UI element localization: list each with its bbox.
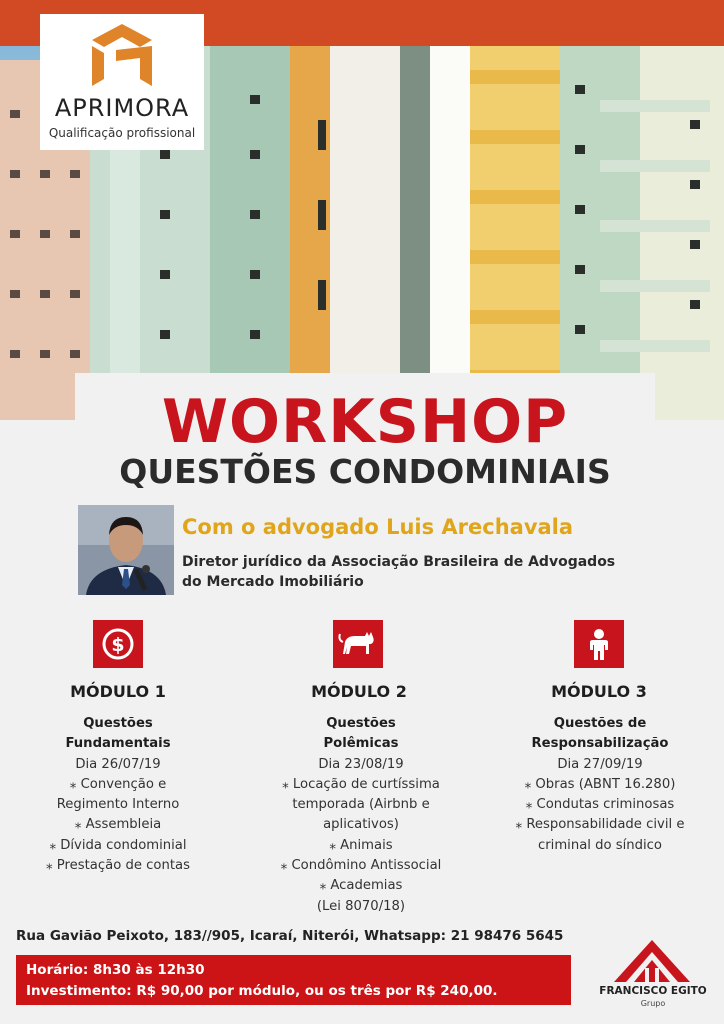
brand-tagline: Qualificação profissional	[48, 126, 196, 140]
module-heading: Questões	[83, 716, 153, 731]
module-2-title: MÓDULO 2	[311, 682, 407, 701]
module-date: Dia 27/09/19	[557, 756, 643, 772]
module-date: Dia 26/07/19	[75, 756, 161, 772]
module-item: ⁎ Prestação de contas	[46, 858, 190, 874]
event-subtitle: QUESTÕES CONDOMINIAIS	[119, 452, 611, 491]
schedule-text: Horário: 8h30 às 12h30	[26, 962, 205, 978]
module-2-content	[255, 714, 467, 917]
address-text: Rua Gavião Peixoto, 183//905, Icaraí, Niterói, Whatsapp: 21 98476 5645	[16, 928, 564, 944]
module-1-content	[20, 714, 216, 876]
module-item: ⁎ Animais	[329, 837, 393, 853]
module-item: ⁎ Convenção e	[69, 776, 167, 792]
module-3-content	[498, 714, 702, 856]
speaker-role-line: Diretor jurídico da Associação Brasileira de Advogados	[182, 554, 616, 570]
speaker-photo	[78, 505, 174, 595]
module-item: Regimento Interno	[56, 797, 180, 813]
module-date: Dia 23/08/19	[318, 756, 404, 772]
module-item: ⁎ Condômino Antissocial	[280, 858, 442, 874]
module-item: aplicativos)	[323, 817, 399, 833]
speaker-role-line: do Mercado Imobiliário	[182, 574, 364, 590]
module-item: temporada (Airbnb e	[292, 797, 430, 813]
partner-name: FRANCISCO EGITO	[599, 985, 707, 997]
partner-sub: Grupo	[640, 999, 666, 1008]
module-3-title: MÓDULO 3	[551, 682, 647, 701]
module-heading: Polêmicas	[323, 736, 399, 752]
price-text: Investimento: R$ 90,00 por módulo, ou os três por R$ 240,00.	[26, 983, 498, 999]
aprimora-logo	[40, 14, 204, 150]
module-item: ⁎ Academias	[319, 878, 403, 894]
module-item: ⁎ Assembleia	[74, 817, 162, 833]
module-item: ⁎ Obras (ABNT 16.280)	[524, 776, 676, 792]
person-icon	[574, 620, 624, 668]
module-item: criminal do síndico	[537, 837, 663, 853]
speaker-name: Com o advogado Luis Arechavala	[182, 515, 574, 539]
module-heading: Questões de	[553, 716, 647, 731]
module-item: ⁎ Locação de curtíssima	[282, 776, 440, 792]
module-item: ⁎ Responsabilidade civil e	[515, 817, 685, 833]
module-heading: Responsabilização	[531, 736, 669, 752]
event-title: WORKSHOP	[161, 387, 569, 457]
aprimora-mark-icon	[92, 24, 152, 86]
module-1-title: MÓDULO 1	[70, 682, 166, 701]
svg-text:$: $	[111, 634, 125, 656]
module-item: (Lei 8070/18)	[316, 898, 406, 914]
module-heading: Fundamentais	[65, 736, 171, 752]
cat-icon	[333, 620, 383, 668]
module-heading: Questões	[326, 716, 396, 731]
module-item: ⁎ Dívida condominial	[49, 837, 187, 853]
brand-name: APRIMORA	[54, 94, 190, 122]
speaker-role	[182, 552, 652, 592]
dollar-icon	[93, 620, 143, 668]
module-item: ⁎ Condutas criminosas	[525, 797, 675, 813]
francisco-egito-logo-icon	[590, 938, 714, 984]
